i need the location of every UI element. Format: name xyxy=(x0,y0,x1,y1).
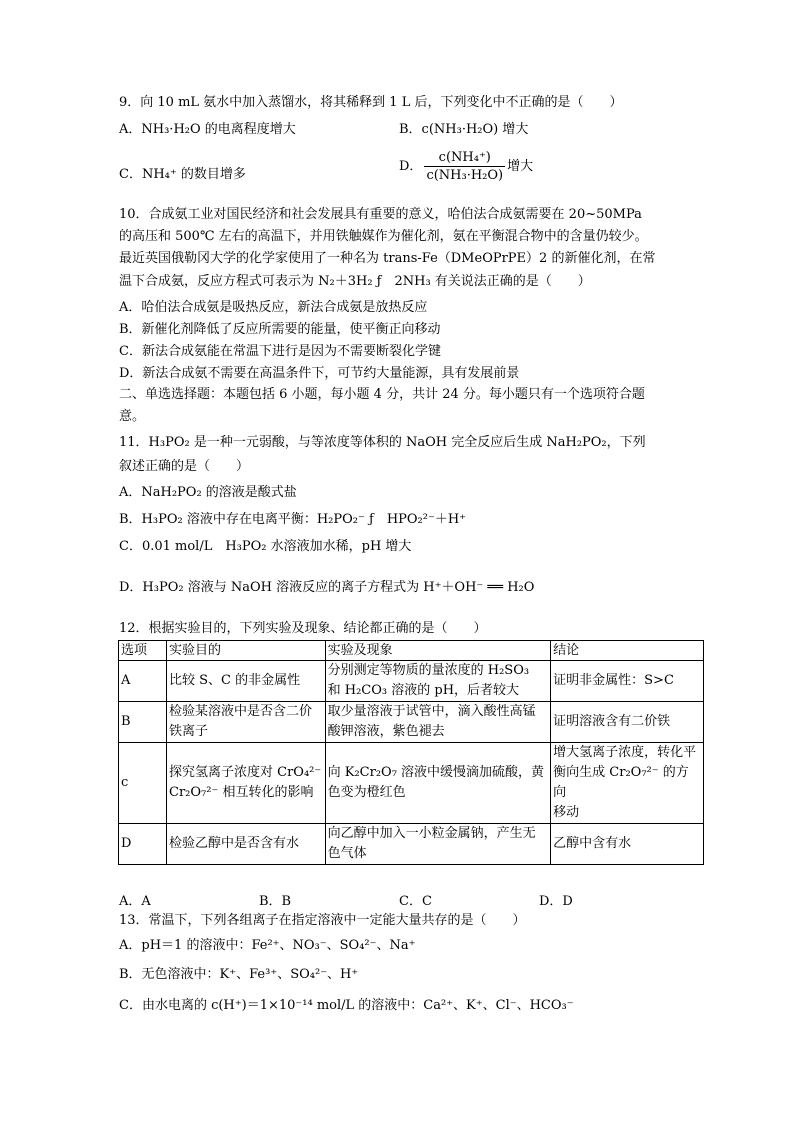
q9-fraction-numerator: c(NH₄⁺) xyxy=(424,150,505,167)
q10-line-4: 温下合成氨，反应方程式可表示为 N₂＋3H₂ ƒ 2NH₃ 有关说法正确的是（ ） xyxy=(119,274,591,289)
q11-option-a: A．NaH₂PO₂ 的溶液是酸式盐 xyxy=(119,485,297,500)
cell-experiment xyxy=(325,702,551,743)
table-header-row xyxy=(119,641,704,661)
table-row xyxy=(119,743,704,824)
q10-line-1: 10．合成氨工业对国民经济和社会发展具有重要的意义，哈伯法合成氨需要在 20~50MPa xyxy=(119,207,642,222)
q9-option-c: C．NH₄⁺ 的数目增多 xyxy=(119,167,246,182)
q10-line-3: 最近英国俄勒冈大学的化学家使用了一种名为 trans-Fe（DMeOPrPE）2 的新催化剂，在常 xyxy=(119,251,656,266)
cell-text: 增大氢离子浓度，转化平 xyxy=(553,745,697,760)
cell-option: c xyxy=(119,743,167,824)
q11-line-1: 11．H₃PO₂ 是一种一元弱酸，与等浓度等体积的 NaOH 完全反应后生成 NaH₂PO₂，下列 xyxy=(119,435,646,450)
cell-experiment xyxy=(325,661,551,702)
header-experiment: 实验及现象 xyxy=(325,641,551,661)
cell-text: 分别测定等物质的量浓度的 H₂SO₃ xyxy=(327,663,530,678)
header-aim: 实验目的 xyxy=(167,641,326,661)
cell-text: 衡向生成 Cr₂O₇²⁻ 的方向 xyxy=(553,765,689,800)
q12-answer-c: C．C xyxy=(399,894,432,909)
cell-conclusion: 乙醇中含有水 xyxy=(551,824,704,865)
q9-option-d xyxy=(399,150,533,183)
q9-option-d-fraction xyxy=(424,150,505,183)
cell-option: B xyxy=(119,702,167,743)
q11-line-2: 叙述正确的是（ ） xyxy=(119,459,250,474)
cell-text: 酸钾溶液，紫色褪去 xyxy=(327,724,445,739)
q11-option-c: C．0.01 mol/L H₃PO₂ 水溶液加水稀，pH 增大 xyxy=(119,539,412,554)
q9-option-d-label: D． xyxy=(399,159,423,174)
q12-answer-b: B．B xyxy=(259,894,292,909)
q9-option-b: B．c(NH₃·H₂O) 增大 xyxy=(399,122,529,137)
header-conclusion: 结论 xyxy=(551,641,704,661)
table-row xyxy=(119,661,704,702)
cell-aim xyxy=(167,743,326,824)
cell-text: 和 H₂CO₃ 溶液的 pH，后者较大 xyxy=(327,683,520,698)
q13-stem: 13．常温下，下列各组离子在指定溶液中一定能大量共存的是（ ） xyxy=(119,913,526,928)
table-row xyxy=(119,824,704,865)
cell-option: A xyxy=(119,661,167,702)
q10-option-b: B．新催化剂降低了反应所需要的能量，使平衡正向移动 xyxy=(119,322,441,337)
cell-experiment xyxy=(325,743,551,824)
q12-answer-d: D．D xyxy=(539,894,573,909)
cell-aim: 检验乙醇中是否含有水 xyxy=(167,824,326,865)
header-option: 选项 xyxy=(119,641,167,661)
q9-option-d-tail: 增大 xyxy=(507,159,534,174)
q12-answer-a: A．A xyxy=(119,894,151,909)
q11-option-b: B．H₃PO₂ 溶液中存在电离平衡：H₂PO₂⁻ ƒ HPO₂²⁻＋H⁺ xyxy=(119,512,467,527)
q10-option-a: A．哈伯法合成氨是吸热反应，新法合成氨是放热反应 xyxy=(119,300,428,315)
cell-option: D xyxy=(119,824,167,865)
cell-conclusion: 证明非金属性：S>C xyxy=(551,661,704,702)
cell-text: 探究氢离子浓度对 CrO₄²⁻ xyxy=(169,765,322,780)
cell-experiment xyxy=(325,824,551,865)
section-2-heading: 二、单选选择题：本题包括 6 小题，每小题 4 分，共计 24 分。每小题只有一个选项符合题 xyxy=(119,387,645,402)
q10-line-2: 的高压和 500℃ 左右的高温下，并用铁触媒作为催化剂，氨在平衡混合物中的含量仍较少。 xyxy=(119,229,648,244)
q9-option-a: A．NH₃·H₂O 的电离程度增大 xyxy=(119,122,296,137)
cell-text: 检验某溶液中是否含二价 xyxy=(169,704,313,719)
q12-table xyxy=(118,640,704,865)
cell-conclusion: 证明溶液含有二价铁 xyxy=(551,702,704,743)
cell-text: 向 K₂Cr₂O₇ 溶液中缓慢滴加硫酸，黄 xyxy=(327,765,545,780)
cell-text: 色气体 xyxy=(327,846,367,861)
q11-option-d: D．H₃PO₂ 溶液与 NaOH 溶液反应的离子方程式为 H⁺＋OH⁻ ══ H₂O xyxy=(119,580,535,595)
cell-text: 铁离子 xyxy=(169,724,209,739)
q13-option-b: B．无色溶液中：K⁺、Fe³⁺、SO₄²⁻、H⁺ xyxy=(119,967,359,982)
cell-text: 向乙醇中加入一小粒金属钠，产生无 xyxy=(327,826,536,841)
cell-text: 移动 xyxy=(553,805,580,820)
section-2-heading-cont: 意。 xyxy=(119,409,146,424)
cell-aim: 比较 S、C 的非金属性 xyxy=(167,661,326,702)
cell-conclusion xyxy=(551,743,704,824)
q10-option-d: D．新法合成氨不需要在高温条件下，可节约大量能源，具有发展前景 xyxy=(119,366,520,381)
table-row xyxy=(119,702,704,743)
cell-aim xyxy=(167,702,326,743)
q10-option-c: C．新法合成氨能在常温下进行是因为不需要断裂化学键 xyxy=(119,344,441,359)
cell-text: 取少量溶液于试管中，滴入酸性高锰 xyxy=(327,704,536,719)
cell-text: Cr₂O₇²⁻ 相互转化的影响 xyxy=(169,785,314,800)
q9-fraction-denominator: c(NH₃·H₂O) xyxy=(426,168,504,183)
q13-option-a: A．pH＝1 的溶液中：Fe²⁺、NO₃⁻、SO₄²⁻、Na⁺ xyxy=(119,938,416,953)
q12-stem: 12．根据实验目的，下列实验及现象、结论都正确的是（ ） xyxy=(119,621,487,636)
q13-option-c: C．由水电离的 c(H⁺)＝1×10⁻¹⁴ mol/L 的溶液中：Ca²⁺、K⁺、Cl⁻、HCO₃⁻ xyxy=(119,998,574,1013)
q9-stem: 9．向 10 mL 氨水中加入蒸馏水，将其稀释到 1 L 后，下列变化中不正确的是（ ） xyxy=(119,95,623,110)
cell-text: 色变为橙红色 xyxy=(327,785,406,800)
